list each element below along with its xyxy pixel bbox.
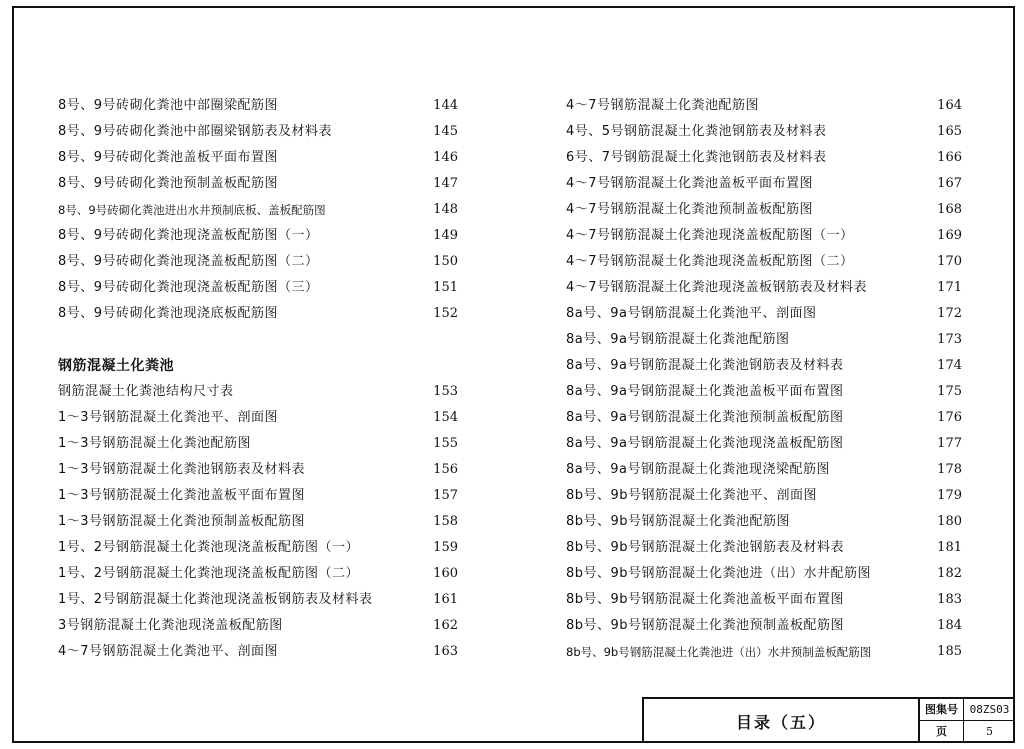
toc-entry-title: 8号、9号砖砌化粪池预制盖板配筋图 (58, 176, 279, 191)
toc-entry-title: 8号、9号砖砌化粪池现浇盖板配筋图（一） (58, 228, 319, 243)
toc-right-column (566, 93, 962, 665)
toc-entry (58, 119, 458, 145)
toc-entry-page: 182 (937, 566, 962, 581)
toc-entry (566, 301, 962, 327)
toc-entry-title: 4～7号钢筋混凝土化粪池现浇盖板钢筋表及材料表 (566, 280, 868, 295)
section-gap (58, 327, 458, 353)
toc-entry-title: 8号、9号砖砌化粪池盖板平面布置图 (58, 150, 279, 165)
toc-entry-page: 176 (937, 410, 962, 425)
toc-entry-title: 8a号、9a号钢筋混凝土化粪池现浇梁配筋图 (566, 462, 830, 477)
toc-entry-title: 8号、9号砖砌化粪池中部圈梁配筋图 (58, 98, 279, 113)
toc-entry (566, 197, 962, 223)
toc-entry-title: 8b号、9b号钢筋混凝土化粪池配筋图 (566, 514, 791, 529)
toc-entry-title: 4～7号钢筋混凝土化粪池配筋图 (566, 98, 760, 113)
toc-entry (566, 405, 962, 431)
toc-entry-title: 6号、7号钢筋混凝土化粪池钢筋表及材料表 (566, 150, 827, 165)
toc-entry-title: 8b号、9b号钢筋混凝土化粪池预制盖板配筋图 (566, 618, 845, 633)
toc-entry (58, 457, 458, 483)
toc-entry-title: 4号、5号钢筋混凝土化粪池钢筋表及材料表 (566, 124, 827, 139)
toc-entry-title: 4～7号钢筋混凝土化粪池预制盖板配筋图 (566, 202, 814, 217)
toc-entry (566, 613, 962, 639)
toc-entry (58, 483, 458, 509)
toc-entry-page: 149 (433, 228, 458, 243)
toc-entry-title: 8号、9号砖砌化粪池进出水井预制底板、盖板配筋图 (58, 203, 326, 217)
toc-entry-page: 155 (433, 436, 458, 451)
toc-entry-title: 1～3号钢筋混凝土化粪池平、剖面图 (58, 410, 279, 425)
toc-entry (566, 327, 962, 353)
toc-entry-page: 145 (433, 124, 458, 139)
section-heading: 钢筋混凝土化粪池 (58, 358, 174, 374)
toc-entry (58, 249, 458, 275)
toc-entry (566, 119, 962, 145)
toc-entry-title: 4～7号钢筋混凝土化粪池现浇盖板配筋图（二） (566, 254, 854, 269)
toc-entry-title: 1～3号钢筋混凝土化粪池预制盖板配筋图 (58, 514, 306, 529)
toc-entry-page: 154 (433, 410, 458, 425)
toc-entry (566, 509, 962, 535)
toc-entry-title: 4～7号钢筋混凝土化粪池现浇盖板配筋图（一） (566, 228, 854, 243)
toc-entry (566, 483, 962, 509)
toc-entry-title: 1～3号钢筋混凝土化粪池钢筋表及材料表 (58, 462, 306, 477)
toc-entry (566, 535, 962, 561)
toc-entry-page: 151 (433, 280, 458, 295)
toc-entry (58, 275, 458, 301)
toc-entry-page: 174 (937, 358, 962, 373)
toc-entry-title: 1～3号钢筋混凝土化粪池配筋图 (58, 436, 252, 451)
toc-entry-title: 8号、9号砖砌化粪池中部圈梁钢筋表及材料表 (58, 124, 333, 139)
toc-entry (58, 509, 458, 535)
title-block-title: 目录（五） (644, 699, 920, 743)
toc-entry-page: 148 (433, 202, 458, 217)
toc-entry-page: 170 (937, 254, 962, 269)
toc-entry (566, 457, 962, 483)
toc-entry-page: 183 (937, 592, 962, 607)
page-number-value: 5 (986, 725, 993, 738)
toc-entry-title: 8b号、9b号钢筋混凝土化粪池平、剖面图 (566, 488, 818, 503)
toc-entry-page: 153 (433, 384, 458, 399)
toc-entry (566, 587, 962, 613)
toc-entry-page: 172 (937, 306, 962, 321)
toc-entry-page: 184 (937, 618, 962, 633)
toc-entry-page: 165 (937, 124, 962, 139)
toc-entry-page: 152 (433, 306, 458, 321)
toc-entry-page: 168 (937, 202, 962, 217)
toc-left-list (58, 93, 458, 327)
toc-entry-page: 181 (937, 540, 962, 555)
toc-entry-page: 144 (433, 98, 458, 113)
toc-entry (58, 639, 458, 665)
toc-entry-page: 185 (937, 644, 962, 659)
toc-entry (58, 379, 458, 405)
toc-entry (58, 93, 458, 119)
toc-entry (58, 405, 458, 431)
toc-entry-page: 175 (937, 384, 962, 399)
toc-entry (566, 639, 962, 665)
toc-entry (566, 223, 962, 249)
toc-entry (58, 431, 458, 457)
toc-entry-title: 8b号、9b号钢筋混凝土化粪池钢筋表及材料表 (566, 540, 845, 555)
toc-entry (58, 145, 458, 171)
toc-entry (566, 561, 962, 587)
toc-entry-page: 157 (433, 488, 458, 503)
toc-entry-title: 8a号、9a号钢筋混凝土化粪池平、剖面图 (566, 306, 817, 321)
toc-entry (566, 171, 962, 197)
toc-entry-page: 156 (433, 462, 458, 477)
section-heading-row (58, 353, 458, 379)
toc-entry-title: 1号、2号钢筋混凝土化粪池现浇盖板钢筋表及材料表 (58, 592, 373, 607)
toc-entry-title: 8b号、9b号钢筋混凝土化粪池进（出）水井预制盖板配筋图 (566, 645, 872, 659)
toc-entry-page: 179 (937, 488, 962, 503)
toc-entry (58, 197, 458, 223)
toc-entry-title: 8a号、9a号钢筋混凝土化粪池钢筋表及材料表 (566, 358, 844, 373)
toc-entry-page: 147 (433, 176, 458, 191)
toc-entry-page: 167 (937, 176, 962, 191)
toc-section-list (58, 379, 458, 665)
toc-entry-title: 4～7号钢筋混凝土化粪池盖板平面布置图 (566, 176, 814, 191)
toc-entry-title: 8号、9号砖砌化粪池现浇盖板配筋图（二） (58, 254, 319, 269)
toc-entry (58, 171, 458, 197)
toc-entry-page: 177 (937, 436, 962, 451)
toc-entry (566, 275, 962, 301)
toc-entry-page: 180 (937, 514, 962, 529)
toc-entry-title: 8a号、9a号钢筋混凝土化粪池预制盖板配筋图 (566, 410, 844, 425)
toc-entry-title: 3号钢筋混凝土化粪池现浇盖板配筋图 (58, 618, 283, 633)
toc-entry-page: 161 (433, 592, 458, 607)
toc-entry (566, 431, 962, 457)
toc-entry-title: 8b号、9b号钢筋混凝土化粪池进（出）水井配筋图 (566, 566, 872, 581)
toc-entry (58, 613, 458, 639)
toc-entry-page: 166 (937, 150, 962, 165)
toc-entry-page: 169 (937, 228, 962, 243)
toc-entry-title: 1号、2号钢筋混凝土化粪池现浇盖板配筋图（一） (58, 540, 360, 555)
toc-entry-title: 8a号、9a号钢筋混凝土化粪池现浇盖板配筋图 (566, 436, 844, 451)
page-label: 页 (920, 721, 964, 743)
toc-entry-page: 164 (937, 98, 962, 113)
toc-entry-title: 8号、9号砖砌化粪池现浇盖板配筋图（三） (58, 280, 319, 295)
toc-entry (58, 535, 458, 561)
toc-entry (566, 93, 962, 119)
toc-entry-page: 146 (433, 150, 458, 165)
toc-entry-page: 162 (433, 618, 458, 633)
toc-left-column (58, 93, 458, 665)
toc-entry-page: 178 (937, 462, 962, 477)
toc-entry (58, 561, 458, 587)
toc-entry-title: 8号、9号砖砌化粪池现浇底板配筋图 (58, 306, 279, 321)
toc-right-list (566, 93, 962, 665)
toc-entry-page: 160 (433, 566, 458, 581)
toc-entry (58, 301, 458, 327)
toc-entry (566, 379, 962, 405)
toc-entry (566, 353, 962, 379)
atlas-number-label: 图集号 (920, 699, 964, 721)
toc-entry-page: 173 (937, 332, 962, 347)
toc-entry-page: 171 (937, 280, 962, 295)
toc-entry-title: 8b号、9b号钢筋混凝土化粪池盖板平面布置图 (566, 592, 845, 607)
toc-entry (58, 587, 458, 613)
toc-entry-page: 163 (433, 644, 458, 659)
toc-entry (566, 145, 962, 171)
toc-entry (566, 249, 962, 275)
toc-entry-page: 158 (433, 514, 458, 529)
toc-entry-title: 1～3号钢筋混凝土化粪池盖板平面布置图 (58, 488, 306, 503)
toc-entry-title: 8a号、9a号钢筋混凝土化粪池配筋图 (566, 332, 790, 347)
toc-entry-title: 4～7号钢筋混凝土化粪池平、剖面图 (58, 644, 279, 659)
title-block (642, 697, 1015, 743)
toc-entry-page: 159 (433, 540, 458, 555)
toc-entry-title: 钢筋混凝土化粪池结构尺寸表 (58, 384, 234, 399)
toc-entry (58, 223, 458, 249)
toc-entry-title: 1号、2号钢筋混凝土化粪池现浇盖板配筋图（二） (58, 566, 360, 581)
atlas-number-value: 08ZS03 (964, 699, 1015, 721)
toc-entry-title: 8a号、9a号钢筋混凝土化粪池盖板平面布置图 (566, 384, 844, 399)
toc-entry-page: 150 (433, 254, 458, 269)
